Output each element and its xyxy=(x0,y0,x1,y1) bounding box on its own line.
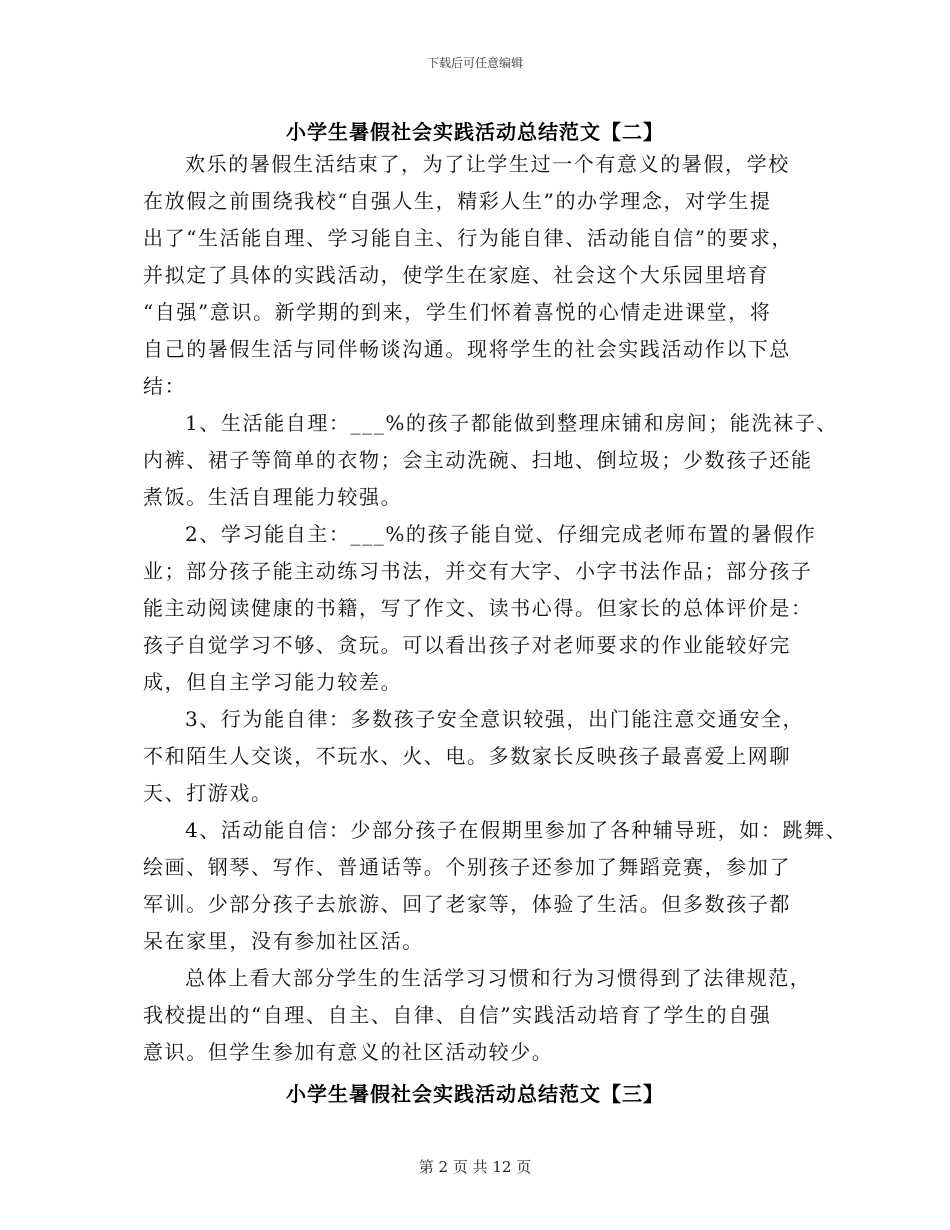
paragraph-line: 4、活动能自信：少部分孩子在假期里参加了各种辅导班，如：跳舞、 xyxy=(185,818,848,842)
paragraph-line: 在放假之前围绕我校“自强人生，精彩人生”的办学理念，对学生提 xyxy=(143,189,772,213)
paragraph xyxy=(143,405,838,516)
paragraph-line: 2、学习能自主：___%的孩子能自觉、仔细完成老师布置的暑假作 xyxy=(185,522,817,546)
paragraph-line: 我校提出的“自理、自主、自律、自信”实践活动培育了学生的自强 xyxy=(143,1003,772,1027)
paragraph-line: 煮饭。生活自理能力较强。 xyxy=(143,485,403,509)
paragraph-line: 3、行为能自律：多数孩子安全意识较强，出门能注意交通安全， xyxy=(185,707,805,731)
paragraph xyxy=(143,812,848,960)
paragraph-line: 呆在家里，没有参加社区活。 xyxy=(143,929,424,953)
paragraph-line: 自己的暑假生活与同伴畅谈沟通。现将学生的社会实践活动作以下总 xyxy=(143,337,791,361)
paragraph-line: 天、打游戏。 xyxy=(143,781,273,805)
paragraph-line: 孩子自觉学习不够、贪玩。可以看出孩子对老师要求的作业能较好完 xyxy=(143,633,791,657)
page-header-watermark: 下载后可任意编辑 xyxy=(426,56,523,70)
section-title: 小学生暑假社会实践活动总结范文【二】 xyxy=(286,120,664,144)
paragraph-line: 不和陌生人交谈，不玩水、火、电。多数家长反映孩子最喜爱上网聊 xyxy=(143,744,791,768)
paragraph-line: 欢乐的暑假生活结束了，为了让学生过一个有意义的暑假，学校 xyxy=(185,152,790,176)
paragraph-line: 内裤、裙子等简单的衣物；会主动洗碗、扫地、倒垃圾；少数孩子还能 xyxy=(143,448,813,472)
paragraph-line: 并拟定了具体的实践活动，使学生在家庭、社会这个大乐园里培育 xyxy=(143,263,770,287)
next-section-title: 小学生暑假社会实践活动总结范文【三】 xyxy=(286,1082,664,1106)
paragraph xyxy=(143,516,815,701)
paragraph-line: 1、生活能自理：___%的孩子都能做到整理床铺和房间；能洗袜子、 xyxy=(185,411,838,435)
paragraph-line: 结： xyxy=(143,374,187,398)
page-footer-page-number: 第 2 页 共 12 页 xyxy=(418,1158,532,1176)
paragraph-line: 能主动阅读健康的书籍，写了作文、读书心得。但家长的总体评价是： xyxy=(143,596,813,620)
paragraph xyxy=(143,960,815,1071)
paragraph-line: 成，但自主学习能力较差。 xyxy=(143,670,403,694)
document-body xyxy=(143,146,848,1071)
paragraph-line: 意识。但学生参加有意义的社区活动较少。 xyxy=(143,1040,554,1064)
paragraph xyxy=(143,701,815,812)
paragraph-line: 军训。少部分孩子去旅游、回了老家等，体验了生活。但多数孩子都 xyxy=(143,892,791,916)
paragraph-line: “自强”意识。新学期的到来，学生们怀着喜悦的心情走进课堂，将 xyxy=(143,300,772,324)
paragraph xyxy=(143,146,815,405)
paragraph-line: 出了“生活能自理、学习能自主、行为能自律、活动能自信”的要求， xyxy=(143,226,794,250)
paragraph-line: 绘画、钢琴、写作、普通话等。个别孩子还参加了舞蹈竞赛，参加了 xyxy=(143,855,791,879)
paragraph-line: 业；部分孩子能主动练习书法，并交有大字、小字书法作品；部分孩子 xyxy=(143,559,813,583)
paragraph-line: 总体上看大部分学生的生活学习习惯和行为习惯得到了法律规范， xyxy=(185,966,812,990)
